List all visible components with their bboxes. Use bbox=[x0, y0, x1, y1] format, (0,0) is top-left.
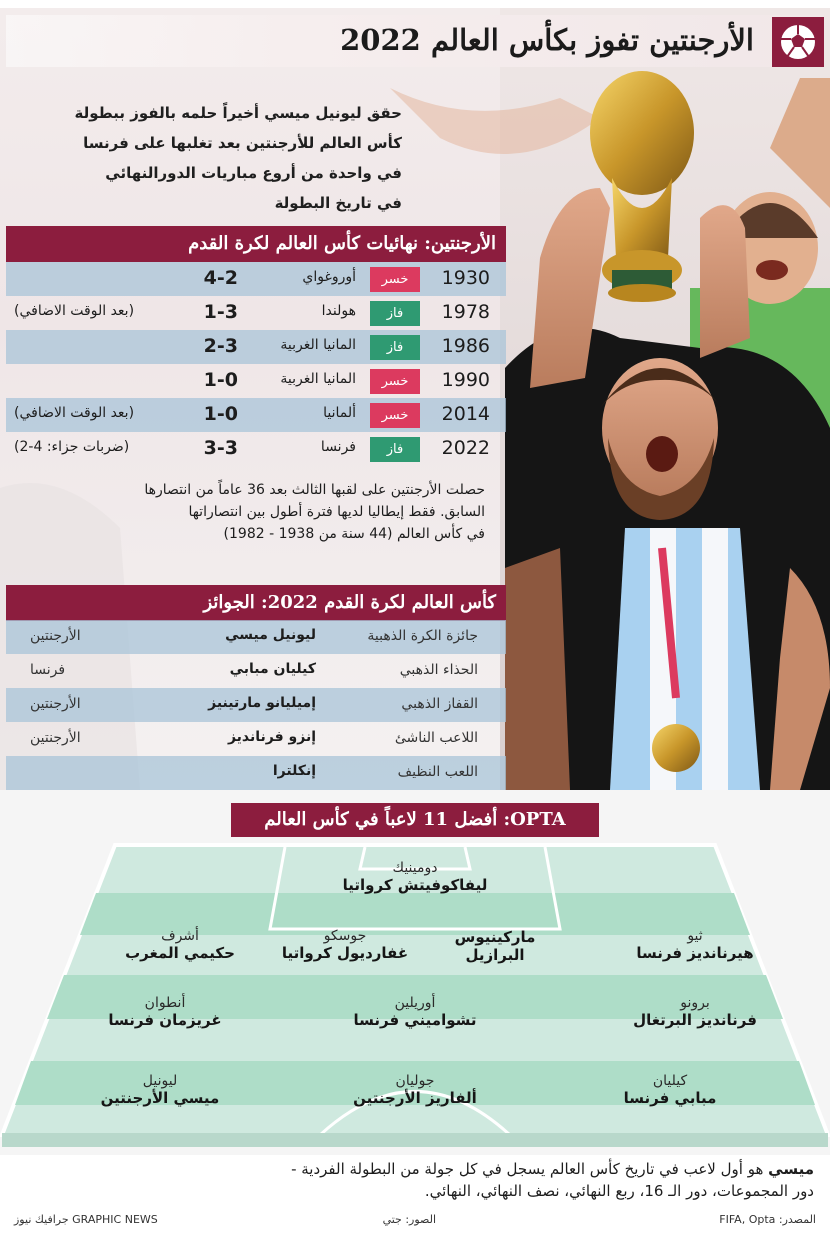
award-country: الأرجنتين bbox=[30, 730, 81, 746]
player-last-name: هيرنانديز فرنسا bbox=[636, 944, 754, 962]
player-last-name: ماركينيوس bbox=[454, 928, 536, 946]
award-country: الأرجنتين bbox=[30, 696, 81, 712]
player-card bbox=[90, 1073, 230, 1107]
player-first-name: جوليان bbox=[395, 1073, 435, 1089]
final-score: 1-0 bbox=[203, 369, 238, 391]
award-winner: ليونيل ميسي bbox=[225, 627, 316, 643]
page-title: الأرجنتين تفوز بكأس العالم 2022 bbox=[340, 23, 754, 57]
player-card bbox=[610, 995, 780, 1029]
player-first-name: ليونيل bbox=[142, 1073, 178, 1089]
final-opponent: المانيا الغربية bbox=[280, 337, 356, 353]
result-badge: خسر bbox=[370, 403, 420, 428]
player-first-name: كيليان bbox=[652, 1073, 688, 1089]
final-opponent: هولندا bbox=[321, 303, 356, 319]
player-last-name: ميسي الأرجنتين bbox=[100, 1089, 220, 1107]
final-year: 1930 bbox=[441, 267, 490, 289]
result-badge: فاز bbox=[370, 301, 420, 326]
table-row bbox=[6, 688, 506, 722]
player-first-name: جوسكو bbox=[323, 928, 367, 944]
footnote-line: السابق. فقط إيطاليا لديها فترة أطول بين انتصاراتها bbox=[188, 504, 485, 520]
player-card bbox=[110, 928, 250, 962]
intro-line: كأس العالم للأرجنتين بعد تغلبها على فرنسا bbox=[83, 134, 402, 152]
final-year: 1986 bbox=[441, 335, 490, 357]
awards-table bbox=[6, 620, 506, 790]
result-badge: خسر bbox=[370, 267, 420, 292]
intro-line: في واحدة من أروع مباريات الدورالنهائي bbox=[105, 164, 402, 182]
title-bar bbox=[6, 15, 824, 67]
messi-fact bbox=[14, 1158, 814, 1202]
player-first-name: أوريلين bbox=[394, 995, 436, 1011]
finals-heading: الأرجنتين: نهائيات كأس العالم لكرة القدم bbox=[6, 226, 506, 262]
player-last-name: ليفاكوفيتش كرواتيا bbox=[342, 876, 488, 894]
footnote-line: في كأس العالم (44 سنة من 1938 - 1982) bbox=[223, 526, 485, 542]
player-first-name: دومينيك bbox=[392, 860, 438, 876]
player-first-name: أشرف bbox=[161, 928, 199, 944]
player-last-name: مبابي فرنسا bbox=[623, 1089, 717, 1107]
table-row bbox=[6, 398, 506, 432]
player-last-name: غفارديول كرواتيا bbox=[281, 944, 409, 962]
opta-heading: OPTA: أفضل 11 لاعباً في كأس العالم bbox=[231, 803, 599, 837]
player-last-name: غريزمان فرنسا bbox=[108, 1011, 222, 1029]
final-year: 1990 bbox=[441, 369, 490, 391]
credits-bar bbox=[14, 1213, 816, 1229]
final-opponent: فرنسا bbox=[320, 439, 356, 455]
table-row bbox=[6, 330, 506, 364]
player-card bbox=[260, 928, 430, 962]
final-score: 3-3 bbox=[203, 437, 238, 459]
result-badge: فاز bbox=[370, 437, 420, 462]
award-name: اللعب النظيف bbox=[397, 764, 478, 780]
final-opponent: ألمانيا bbox=[323, 405, 356, 421]
photo-credit: الصور: جتي bbox=[382, 1213, 436, 1226]
award-winner: إنكلترا bbox=[272, 763, 316, 779]
brand-credit: GRAPHIC NEWS جرافيك نيوز bbox=[14, 1213, 158, 1226]
result-badge: فاز bbox=[370, 335, 420, 360]
football-logo-icon bbox=[772, 17, 824, 67]
award-country: فرنسا bbox=[30, 662, 66, 678]
player-first-name: ثيو bbox=[687, 928, 703, 944]
final-year: 2022 bbox=[441, 437, 490, 459]
table-row bbox=[6, 654, 506, 688]
top-strip bbox=[0, 0, 830, 8]
final-score: 1-3 bbox=[203, 301, 238, 323]
final-score: 2-3 bbox=[203, 335, 238, 357]
fact-line: هو أول لاعب في تاريخ كأس العالم يسجل في كل جولة من البطولة الفردية - bbox=[291, 1160, 764, 1178]
source-credit: المصدر: FIFA, Opta bbox=[719, 1213, 816, 1226]
table-row bbox=[6, 262, 506, 296]
table-row bbox=[6, 364, 506, 398]
fact-line: دور المجموعات، دور الـ 16، ربع النهائي، نصف النهائي، النهائي. bbox=[424, 1182, 814, 1200]
awards-heading: كأس العالم لكرة القدم 2022: الجوائز bbox=[6, 585, 506, 621]
final-year: 1978 bbox=[441, 301, 490, 323]
table-row bbox=[6, 432, 506, 466]
award-winner: كيليان مبابي bbox=[229, 661, 316, 677]
player-card bbox=[420, 928, 570, 964]
player-card bbox=[340, 1073, 490, 1107]
fact-bold-name: ميسي bbox=[768, 1160, 814, 1178]
player-card bbox=[600, 1073, 740, 1107]
player-last-name: البرازيل bbox=[465, 946, 525, 964]
footnote-line: حصلت الأرجنتين على لقبها الثالث بعد 36 عاماً من انتصارها bbox=[144, 482, 485, 498]
player-first-name: أنطوان bbox=[144, 995, 186, 1011]
player-last-name: حكيمي المغرب bbox=[125, 944, 235, 962]
player-first-name: برونو bbox=[680, 995, 710, 1011]
final-opponent: المانيا الغربية bbox=[280, 371, 356, 387]
final-score: 4-2 bbox=[203, 267, 238, 289]
award-winner: إنزو فرنانديز bbox=[227, 729, 316, 745]
final-score: 1-0 bbox=[203, 403, 238, 425]
final-opponent: أوروغواي bbox=[302, 269, 356, 285]
final-note: (بعد الوقت الاضافي) bbox=[14, 405, 135, 421]
table-row bbox=[6, 756, 506, 790]
player-card bbox=[610, 928, 780, 962]
award-name: اللاعب الناشئ bbox=[394, 730, 478, 746]
player-card bbox=[90, 995, 240, 1029]
result-badge: خسر bbox=[370, 369, 420, 394]
player-goalkeeper bbox=[330, 860, 500, 894]
intro-line: حقق ليونيل ميسي أخيراً حلمه بالفوز ببطولة bbox=[74, 104, 402, 122]
finals-table bbox=[6, 262, 506, 466]
award-name: جائزة الكرة الذهبية bbox=[367, 628, 478, 644]
player-card bbox=[330, 995, 500, 1029]
final-year: 2014 bbox=[441, 403, 490, 425]
table-row bbox=[6, 722, 506, 756]
player-last-name: تشواميني فرنسا bbox=[353, 1011, 477, 1029]
intro-paragraph bbox=[22, 98, 402, 218]
table-row bbox=[6, 620, 506, 654]
final-note: (ضربات جزاء: 4-2) bbox=[14, 439, 130, 455]
final-note: (بعد الوقت الاضافي) bbox=[14, 303, 135, 319]
player-last-name: ألفاريز الأرجنتين bbox=[353, 1089, 477, 1107]
award-name: القفاز الذهبي bbox=[401, 696, 478, 712]
award-country: الأرجنتين bbox=[30, 628, 81, 644]
award-winner: إميليانو مارتينيز bbox=[208, 695, 316, 711]
intro-line: في تاريخ البطولة bbox=[274, 194, 402, 212]
finals-footnote bbox=[15, 479, 485, 545]
award-name: الحذاء الذهبي bbox=[399, 662, 478, 678]
table-row bbox=[6, 296, 506, 330]
player-last-name: فرنانديز البرتغال bbox=[633, 1011, 757, 1029]
